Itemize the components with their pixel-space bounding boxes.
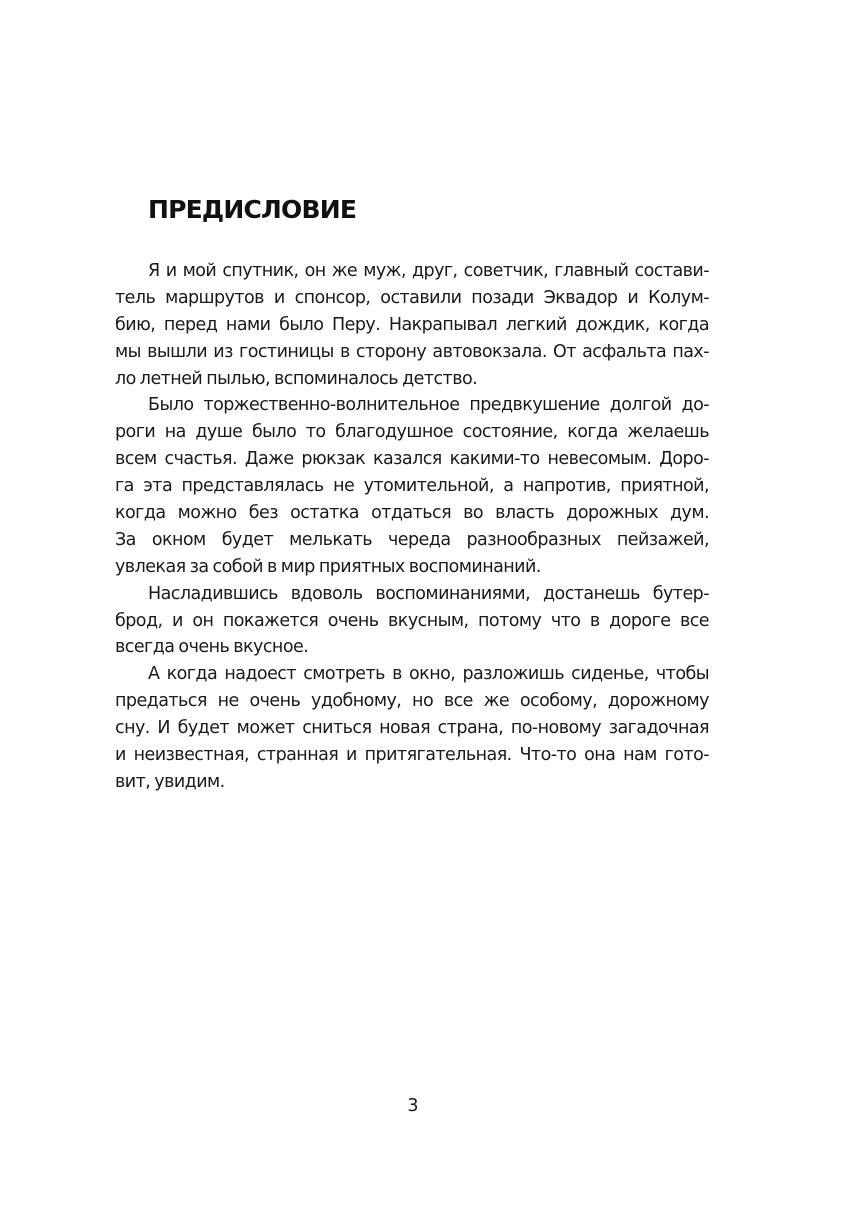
- paragraph-1: [115, 258, 709, 392]
- text-line: бию, перед нами было Перу. Накрапывал легкий дождик, когда: [115, 314, 709, 335]
- text-line: А когда надоест смотреть в окно, разложишь сиденье, чтобы: [148, 664, 709, 685]
- text-line: га эта представлялась не утомительной, а напротив, приятной,: [115, 476, 709, 497]
- text-line: всегда очень вкусное.: [115, 637, 309, 658]
- text-line: когда можно без остатка отдаться во власть дорожных дум.: [115, 503, 709, 524]
- text-line: Насладившись вдоволь воспоминаниями, достанешь бутер-: [148, 583, 709, 604]
- text-line: увлекая за собой в мир приятных воспоминаний.: [115, 556, 541, 577]
- text-line: За окном будет мелькать череда разнообразных пейзажей,: [115, 529, 709, 550]
- text-line: предаться не очень удобному, но все же особому, дорожному: [115, 691, 709, 712]
- page-number: 3: [407, 1096, 419, 1116]
- text-line: Было торжественно-волнительное предвкушение долгой до-: [148, 395, 709, 416]
- body-text: [115, 258, 709, 796]
- text-line: и неизвестная, странная и притягательная. Что-то она нам гото-: [115, 745, 709, 766]
- text-line: сну. И будет может сниться новая страна, по-новому загадочная: [115, 718, 709, 739]
- text-line: мы вышли из гостиницы в сторону автовокзала. От асфальта пах-: [115, 341, 709, 362]
- paragraph-3: [115, 581, 709, 662]
- paragraph-4: [115, 661, 709, 795]
- paragraph-2: [115, 392, 709, 580]
- text-line: ло летней пылью, вспоминалось детство.: [115, 368, 478, 389]
- text-line: брод, и он покажется очень вкусным, потому что в дороге все: [115, 610, 709, 631]
- text-line: Я и мой спутник, он же муж, друг, советчик, главный состави-: [148, 261, 709, 281]
- text-line: всем счастья. Даже рюкзак казался какими-то невесомым. Доро-: [115, 449, 709, 470]
- chapter-heading: ПРЕДИСЛОВИЕ: [148, 195, 357, 224]
- text-line: тель маршрутов и спонсор, оставили позади Эквадор и Колум-: [115, 287, 709, 308]
- text-line: роги на душе было то благодушное состояние, когда желаешь: [115, 422, 709, 443]
- text-line: вит, увидим.: [115, 771, 225, 792]
